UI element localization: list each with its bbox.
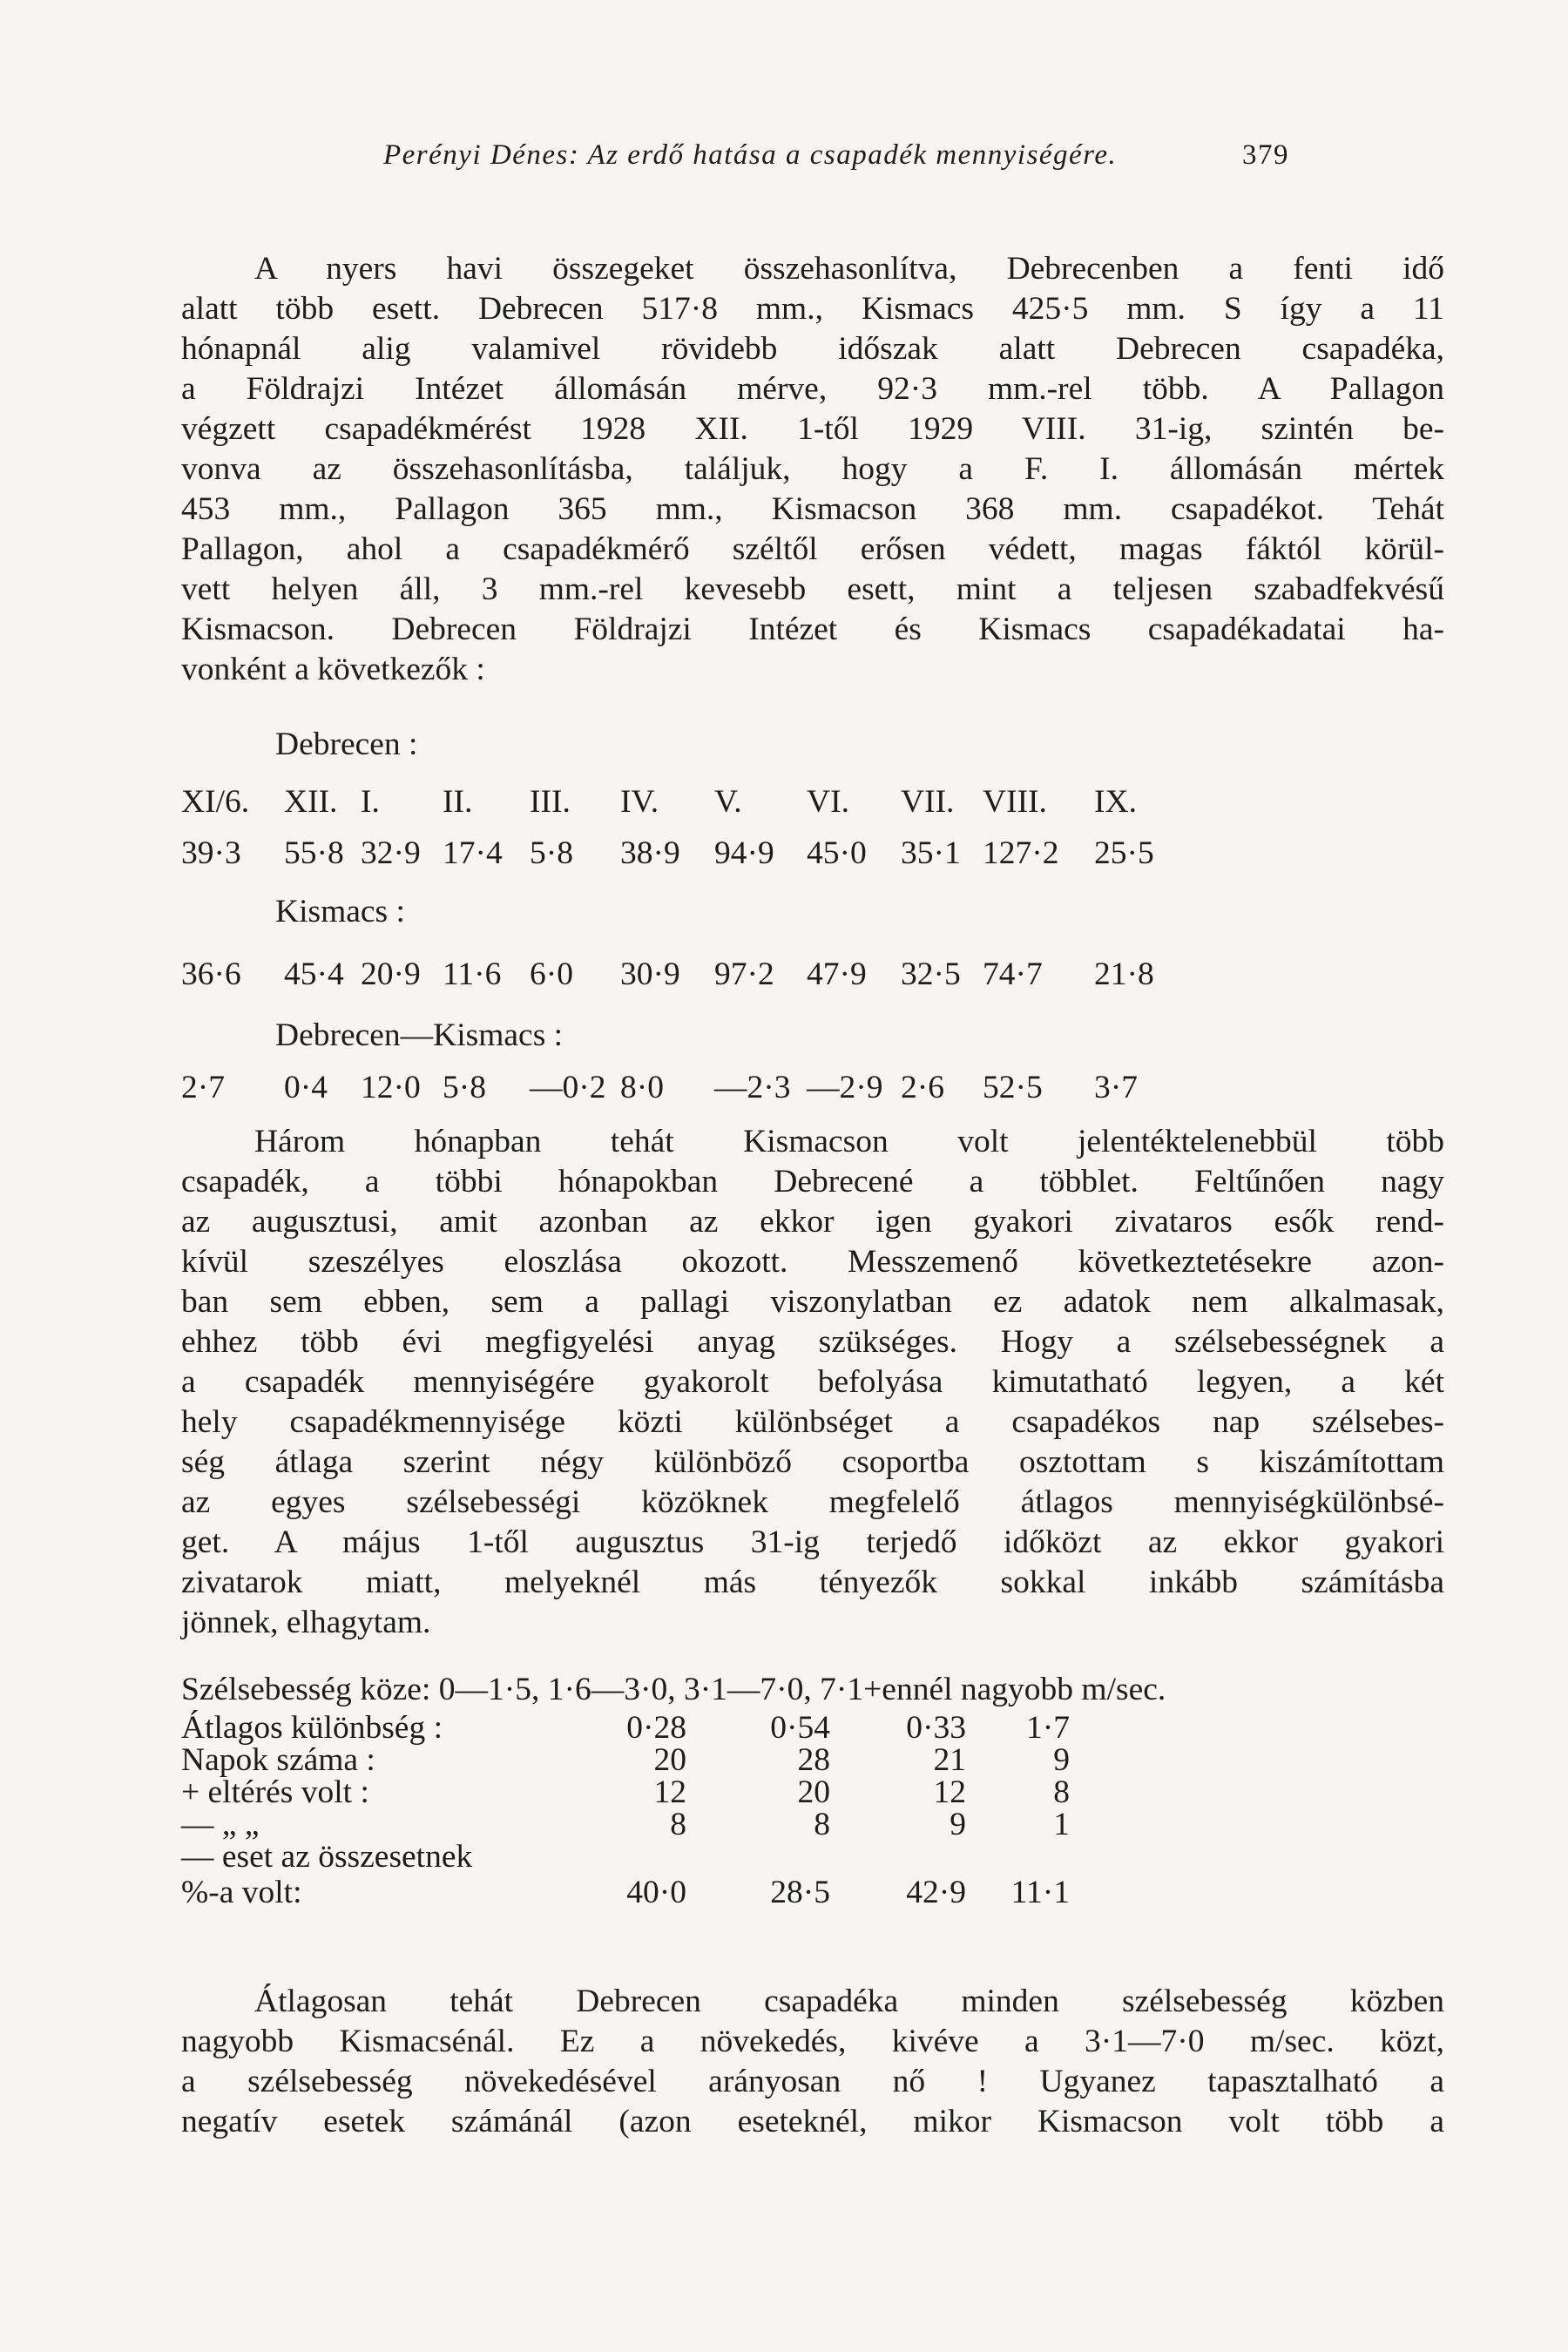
text-line: A nyers havi összegeket összehasonlítva, Debrecenben a fenti idő [254, 251, 1444, 287]
debrecen-value-cell: 45·0 [807, 835, 867, 871]
wind-row-label: Napok száma : [181, 1742, 375, 1778]
kismacs-value-cell: 36·6 [181, 956, 241, 992]
kismacs-value-cell: 30·9 [620, 956, 680, 992]
running-header [383, 139, 1289, 172]
text-line: a Földrajzi Intézet állomásán mérve, 92·3 mm.-rel több. A Pallagon [181, 371, 1444, 407]
text-line: vonként a következők : [181, 652, 485, 687]
kismacs-label: Kismacs : [275, 894, 405, 929]
difference-value-cell: 0·4 [284, 1070, 328, 1105]
wind-row-label: — eset az összesetnek [181, 1839, 473, 1875]
difference-value-cell: 2·7 [181, 1070, 225, 1105]
month-cell: IV. [620, 784, 659, 820]
paragraph-2 [181, 1122, 1444, 1643]
paragraph-1 [181, 249, 1444, 690]
wind-value-cell: 8 [670, 1807, 686, 1842]
month-cell: XII. [284, 784, 338, 820]
text-line: vonva az összehasonlításba, találjuk, hogy a F. I. állomásán mértek [181, 451, 1444, 487]
text-line: hónapnál alig valamivel rövidebb időszak alatt Debrecen csapadéka, [181, 331, 1444, 367]
wind-row-label: Átlagos különbség : [181, 1710, 443, 1746]
difference-value-cell: 5·8 [443, 1070, 486, 1105]
text-line: ség átlaga szerint négy különböző csoportba osztottam s kiszámítottam [181, 1444, 1444, 1480]
wind-speed-range-text: Szélsebesség köze: 0—1·5, 1·6—3·0, 3·1—7·0, 7·1+ennél nagyobb m/sec. [181, 1672, 1166, 1707]
text-line: ehhez több évi megfigyelési anyag szükséges. Hogy a szélsebességnek a [181, 1324, 1444, 1360]
difference-value-cell: —0·2 [530, 1070, 606, 1105]
wind-value-cell: 42·9 [906, 1875, 966, 1910]
difference-label: Debrecen—Kismacs : [275, 1017, 564, 1053]
text-line: Pallagon, ahol a csapadékmérő széltől erősen védett, magas fáktól körül- [181, 531, 1444, 567]
wind-value-cell: 11·1 [1010, 1875, 1070, 1910]
wind-value-cell: 20 [797, 1774, 830, 1810]
wind-table-row [181, 1809, 1444, 1841]
running-title: Perényi Dénes: Az erdő hatása a csapadék mennyiségére. [383, 139, 1118, 171]
kismacs-value-cell: 21·8 [1094, 956, 1154, 992]
debrecen-value-cell: 17·4 [443, 835, 503, 871]
difference-value-cell: —2·9 [807, 1070, 883, 1105]
kismacs-value-cell: 97·2 [714, 956, 774, 992]
text-line: az augusztusi, amit azonban az ekkor igen gyakori zivataros esők rend- [181, 1204, 1444, 1240]
wind-value-cell: 1·7 [1026, 1710, 1070, 1746]
wind-value-cell: 8 [814, 1807, 830, 1842]
kismacs-value-cell: 6·0 [530, 956, 573, 992]
difference-value-cell: 3·7 [1094, 1070, 1138, 1105]
debrecen-value-cell: 35·1 [901, 835, 961, 871]
text-line: nagyobb Kismacsénál. Ez a növekedés, kivéve a 3·1—7·0 m/sec. közt, [181, 2024, 1444, 2059]
text-line: a csapadék mennyiségére gyakorolt befolyása kimutatható legyen, a két [181, 1364, 1444, 1400]
wind-value-cell: 9 [950, 1807, 966, 1842]
kismacs-value-cell: 45·4 [284, 956, 344, 992]
difference-value-cell: 52·5 [983, 1070, 1043, 1105]
paragraph-3 [181, 1982, 1444, 2142]
text-line: a szélsebesség növekedésével arányosan nő ! Ugyanez tapasztalható a [181, 2064, 1444, 2099]
difference-value-cell: 2·6 [901, 1070, 944, 1105]
wind-table-row [181, 1839, 1444, 1875]
text-line: 453 mm., Pallagon 365 mm., Kismacson 368 mm. csapadékot. Tehát [181, 491, 1444, 527]
debrecen-label: Debrecen : [275, 727, 418, 762]
month-cell: VI. [807, 784, 849, 820]
month-cell: VII. [901, 784, 955, 820]
wind-value-cell: 9 [1053, 1742, 1070, 1778]
month-cell: III. [530, 784, 571, 820]
debrecen-value-cell: 38·9 [620, 835, 680, 871]
text-line: kívül szeszélyes eloszlása okozott. Messzemenő következtetésekre azon- [181, 1244, 1444, 1280]
wind-value-cell: 8 [1053, 1774, 1070, 1810]
wind-table-row [181, 1710, 1444, 1746]
wind-value-cell: 40·0 [626, 1875, 686, 1910]
wind-row-label: %-a volt: [181, 1875, 302, 1910]
wind-row-label: + eltérés volt : [181, 1774, 369, 1810]
debrecen-value-cell: 5·8 [530, 835, 573, 871]
kismacs-value-cell: 20·9 [361, 956, 421, 992]
kismacs-value-cell: 11·6 [443, 956, 502, 992]
text-line: zivatarok miatt, melyeknél más tényezők sokkal inkább számításba [181, 1565, 1444, 1600]
wind-value-cell: 20 [653, 1742, 686, 1778]
text-line: ban sem ebben, sem a pallagi viszonylatban ez adatok nem alkalmasak, [181, 1284, 1444, 1320]
kismacs-value-cell: 47·9 [807, 956, 867, 992]
debrecen-value-cell: 55·8 [284, 835, 344, 871]
month-cell: I. [361, 784, 380, 820]
wind-table-row [181, 1742, 1444, 1778]
wind-table-row [181, 1877, 1444, 1909]
debrecen-value-cell: 32·9 [361, 835, 421, 871]
wind-value-cell: 28·5 [770, 1875, 830, 1910]
wind-value-cell: 28 [797, 1742, 830, 1778]
wind-value-cell: 0·33 [906, 1710, 966, 1746]
wind-row-label: — „ „ [181, 1807, 260, 1842]
text-line: negatív esetek számánál (azon eseteknél, mikor Kismacson volt több a [181, 2104, 1444, 2139]
difference-value-cell: 8·0 [620, 1070, 664, 1105]
month-cell: VIII. [983, 784, 1047, 820]
text-line: Átlagosan tehát Debrecen csapadéka minden szélsebesség közben [254, 1984, 1444, 2019]
month-cell: XI/6. [181, 784, 250, 820]
kismacs-value-cell: 74·7 [983, 956, 1043, 992]
debrecen-value-cell: 127·2 [983, 835, 1059, 871]
text-line: hely csapadékmennyisége közti különbséget a csapadékos nap szélsebes- [181, 1404, 1444, 1440]
wind-value-cell: 21 [933, 1742, 966, 1778]
text-line: végzett csapadékmérést 1928 XII. 1-től 1929 VIII. 31-ig, szintén be- [181, 411, 1444, 447]
wind-value-cell: 12 [933, 1774, 966, 1810]
text-line: az egyes szélsebességi közöknek megfelelő átlagos mennyiségkülönbsé- [181, 1484, 1444, 1520]
page-number: 379 [1242, 139, 1289, 171]
wind-value-cell: 0·28 [626, 1710, 686, 1746]
month-cell: IX. [1094, 784, 1137, 820]
difference-value-cell: 12·0 [361, 1070, 421, 1105]
month-cell: V. [714, 784, 742, 820]
month-cell: II. [443, 784, 473, 820]
wind-value-cell: 1 [1053, 1807, 1070, 1842]
text-line: get. A május 1-től augusztus 31-ig terjedő időközt az ekkor gyakori [181, 1524, 1444, 1560]
wind-value-cell: 0·54 [770, 1710, 830, 1746]
wind-table-row [181, 1774, 1444, 1810]
text-line: vett helyen áll, 3 mm.-rel kevesebb esett, mint a teljesen szabadfekvésű [181, 571, 1444, 607]
text-line: Három hónapban tehát Kismacson volt jelentéktelenebbül több [254, 1124, 1444, 1159]
text-line: alatt több esett. Debrecen 517·8 mm., Kismacs 425·5 mm. S így a 11 [181, 291, 1444, 327]
kismacs-value-cell: 32·5 [901, 956, 961, 992]
text-line: Kismacson. Debrecen Földrajzi Intézet és Kismacs csapadékadatai ha- [181, 612, 1444, 647]
wind-speed-range-row [181, 1674, 1166, 1706]
debrecen-value-cell: 39·3 [181, 835, 241, 871]
wind-value-cell: 12 [653, 1774, 686, 1810]
text-line: jönnek, elhagytam. [181, 1605, 431, 1640]
debrecen-value-cell: 25·5 [1094, 835, 1154, 871]
difference-value-cell: —2·3 [714, 1070, 791, 1105]
text-line: csapadék, a többi hónapokban Debrecené a többlet. Feltűnően nagy [181, 1164, 1444, 1200]
debrecen-value-cell: 94·9 [714, 835, 774, 871]
